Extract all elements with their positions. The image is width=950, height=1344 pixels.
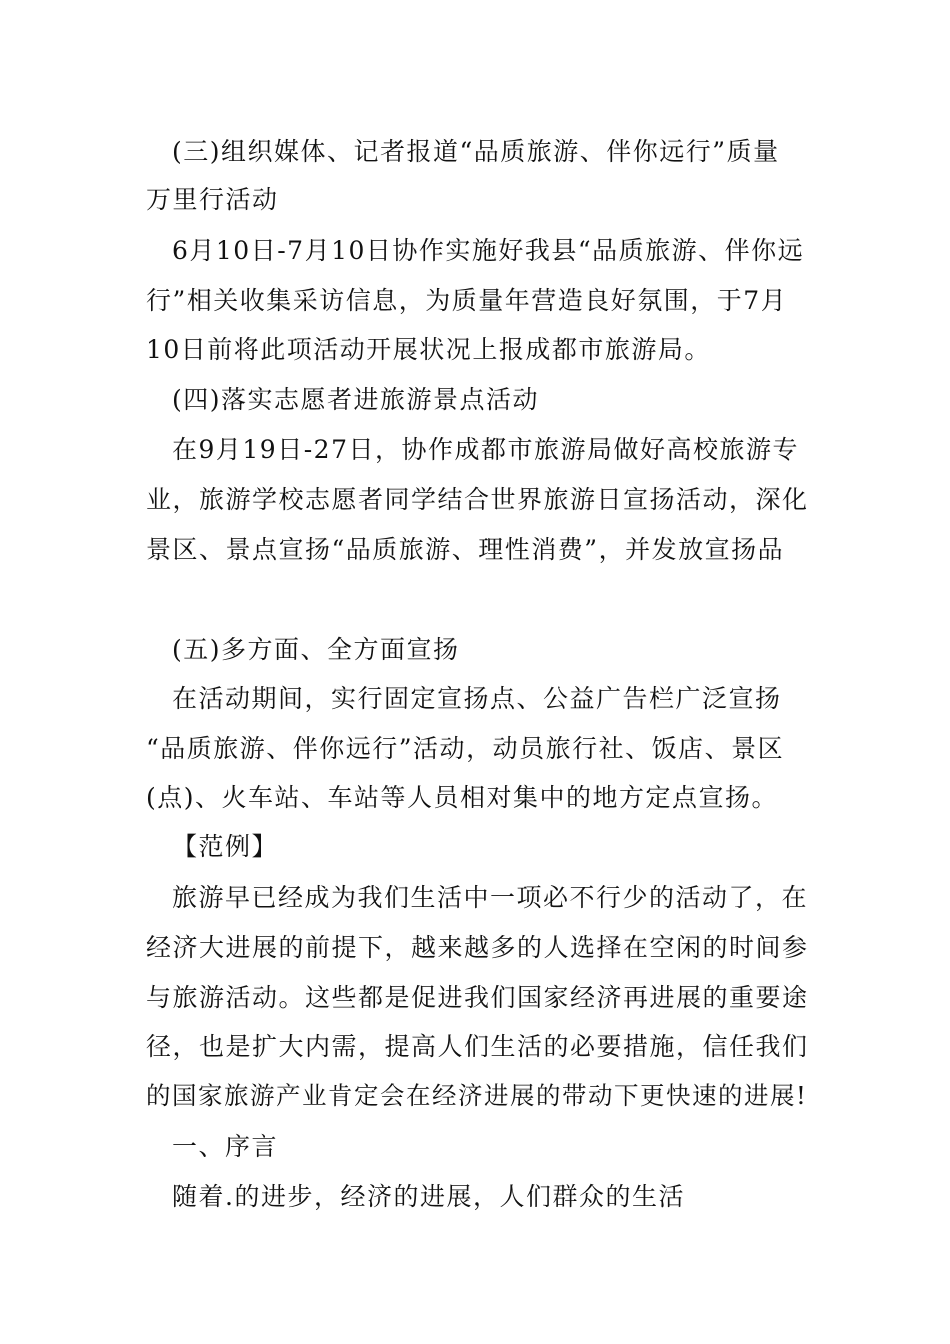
paragraph-line: 旅游早已经成为我们生活中一项必不行少的活动了，在 (172, 883, 809, 912)
paragraph-line: 10日前将此项活动开展状况上报成都市旅游局。 (146, 335, 711, 364)
heading-preface: 一、序言 (172, 1132, 279, 1161)
paragraph-line: 与旅游活动。这些都是促进我们国家经济再进展的重要途 (146, 983, 809, 1012)
paragraph-line: “品质旅游、伴你远行”活动，动员旅行社、饭店、景区 (146, 734, 785, 763)
paragraph-line: 景区、景点宣扬“品质旅游、理性消费”，并发放宣扬品 (146, 535, 785, 564)
paragraph-line: 6月10日-7月10日协作实施好我县“品质旅游、伴你远 (172, 236, 805, 265)
paragraph-line: 在9月19日-27日，协作成都市旅游局做好高校旅游专 (172, 435, 799, 464)
paragraph-line: 业，旅游学校志愿者同学结合世界旅游日宣扬活动，深化 (146, 485, 809, 514)
heading-section-4: (四)落实志愿者进旅游景点活动 (172, 385, 540, 414)
paragraph-line: 在活动期间，实行固定宣扬点、公益广告栏广泛宣扬 (172, 684, 782, 713)
example-heading: 【范例】 (172, 832, 279, 861)
paragraph-line: 随着.的进步，经济的进展，人们群众的生活 (172, 1182, 685, 1211)
paragraph-line: (点)、火车站、车站等人员相对集中的地方定点宣扬。 (146, 783, 779, 812)
heading-section-3: (三)组织媒体、记者报道“品质旅游、伴你远行”质量 (172, 137, 780, 166)
paragraph-line: 经济大进展的前提下，越来越多的人选择在空闲的时间参 (146, 933, 809, 962)
paragraph-line: 的国家旅游产业肯定会在经济进展的带动下更快速的进展! (146, 1081, 808, 1110)
paragraph-line: 径，也是扩大内需，提高人们生活的必要措施，信任我们 (146, 1032, 809, 1061)
paragraph-line: 行”相关收集采访信息，为质量年营造良好氛围，于7月 (146, 286, 788, 315)
heading-section-3-cont: 万里行活动 (146, 185, 279, 214)
heading-section-5: (五)多方面、全方面宣扬 (172, 635, 460, 664)
